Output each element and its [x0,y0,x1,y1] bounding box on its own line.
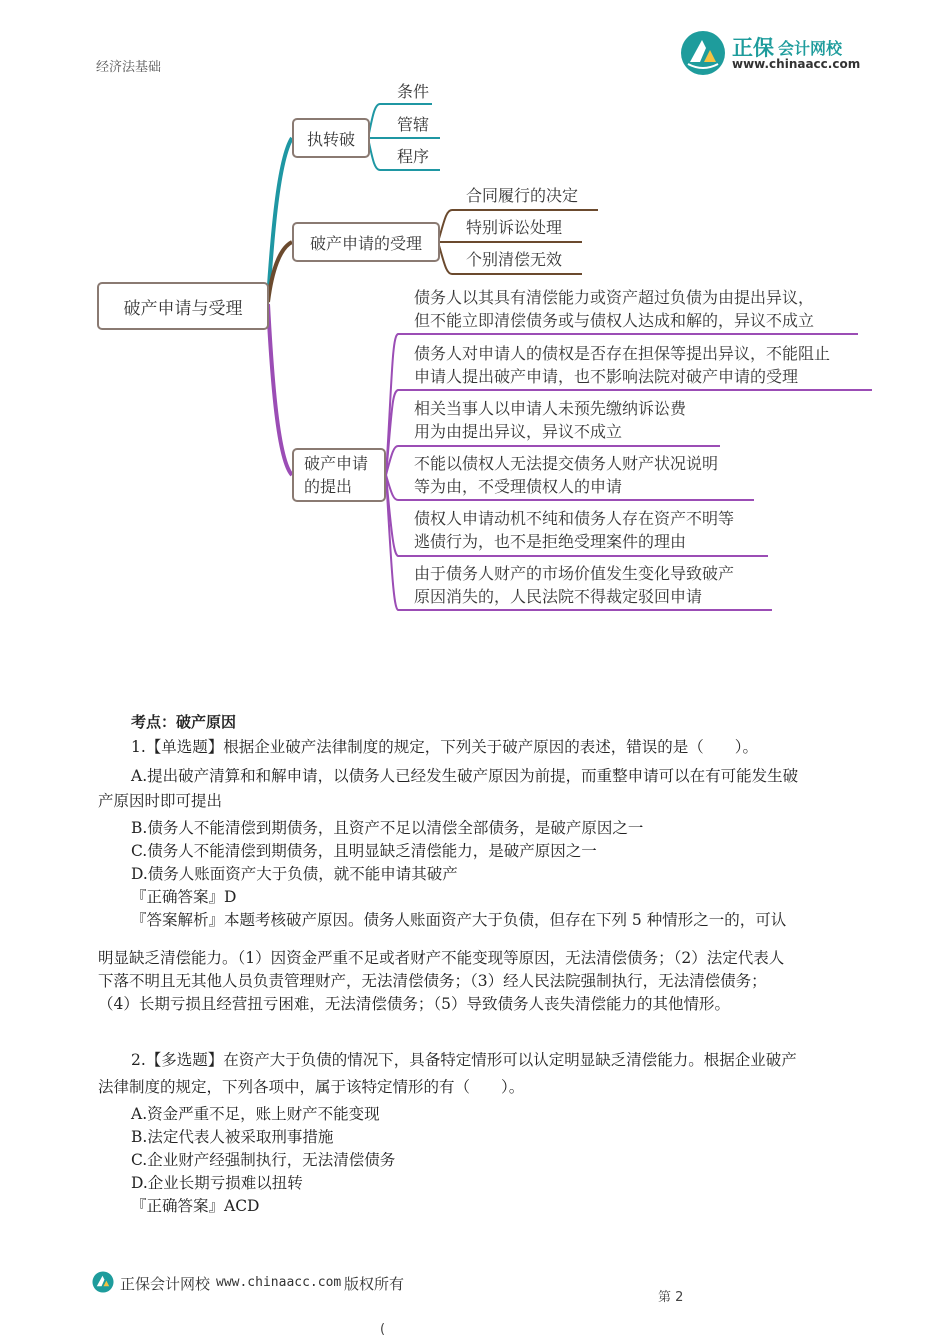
footer-url: www.chinaacc.com [216,1275,342,1290]
leaf-condition: 条件 [397,82,430,101]
footer-logo-icon [92,1271,114,1293]
connector-purple [268,304,292,475]
q1-answer: 『正确答案』D [131,888,237,906]
branch-zhizhuanpo: 执转破 [292,118,370,158]
logo-brand: 正保 [732,36,774,60]
q2-answer: 『正确答案』ACD [131,1197,260,1215]
leaf-procedure: 程序 [397,147,430,166]
footer-rights: 版权所有 [344,1275,405,1293]
q1-option-b: B.债务人不能清偿到期债务，且资产不足以清偿全部债务，是破产原因之一 [131,819,644,837]
q1-option-a-line1: A.提出破产清算和和解申请，以债务人已经发生破产原因为前提，而重整申请可以在有可能发生破 [131,767,799,785]
q2-option-b: B.法定代表人被采取刑事措施 [131,1128,334,1146]
mindmap-root: 破产申请与受理 [97,282,269,330]
leaf-filing-4: 不能以债权人无法提交债务人财产状况说明 等为由，不受理债权人的申请 [414,454,719,496]
leaf-jurisdiction: 管辖 [397,115,430,134]
footer [92,1270,512,1296]
q1-analysis-line1: 『答案解析』本题考核破产原因。债务人账面资产大于负债，但存在下列 5 种情形之一的，可认 [131,911,787,929]
top-left-fragment: 经济法基础 [96,60,162,75]
branch-acceptance: 破产申请的受理 [292,222,440,262]
footer-brand: 正保会计网校 [120,1275,211,1293]
section-title: 考点：破产原因 [131,713,237,731]
leaf-individual-payment: 个别清偿无效 [466,250,563,269]
q2-option-a: A.资金严重不足，账上财产不能变现 [131,1105,380,1123]
q2-option-d: D.企业长期亏损难以扭转 [131,1174,303,1192]
q1-analysis-line2: 明显缺乏清偿能力。（1）因资金严重不足或者财产不能变现等原因，无法清偿债务；（2）法定代表人 [98,949,785,967]
q1-analysis-line4: （4）长期亏损且经营扭亏困难，无法清偿债务；（5）导致债务人丧失清偿能力的其他情形。 [98,995,730,1013]
q1-option-c: C.债务人不能清偿到期债务，且明显缺乏清偿能力，是破产原因之一 [131,842,597,860]
logo-url: www.chinaacc.com [732,57,861,71]
leaf-contract-decision: 合同履行的决定 [466,186,579,205]
q1-analysis-line3: 下落不明且无其他人员负责管理财产，无法清偿债务；（3）经人民法院强制执行，无法清偿债务； [98,972,767,990]
leaf-filing-6: 由于债务人财产的市场价值发生变化导致破产 原因消失的，人民法院不得裁定驳回申请 [414,564,735,606]
page-number-fragment: 第 2 [658,1290,684,1305]
branch-filing: 破产申请 的提出 [292,448,386,502]
leaf-filing-3: 相关当事人以申请人未预先缴纳诉讼费 用为由提出异议，异议不成立 [414,399,687,441]
leaf-filing-2: 债务人对申请人的债权是否存在担保等提出异议，不能阻止 申请人提出破产申请，也不影响法院对破产申请的受理 [414,344,831,386]
q2-stem-line1: 2.【多选题】在资产大于负债的情况下，具备特定情形可以认定明显缺乏清偿能力。根据企业破产 [131,1051,797,1069]
q1-stem: 1.【单选题】根据企业破产法律制度的规定，下列关于破产原因的表述，错误的是（ ）。 [131,738,759,756]
logo-sub: 会计网校 [778,39,843,58]
q2-stem-line2: 法律制度的规定，下列各项中，属于该特定情形的有（ ）。 [98,1078,525,1096]
q1-option-a-line2: 产原因时即可提出 [98,792,223,810]
leaf-filing-1: 债务人以其具有清偿能力或资产超过负债为由提出异议， 但不能立即清偿债务或与债权人达成和解的，异议不成立 [414,288,815,330]
leaf-special-litigation: 特别诉讼处理 [466,218,563,237]
leaf-filing-5: 债权人申请动机不纯和债务人存在资产不明等 逃债行为，也不是拒绝受理案件的理由 [414,509,735,551]
q1-option-d: D.债务人账面资产大于负债，就不能申请其破产 [131,865,458,883]
q2-option-c: C.企业财产经强制执行，无法清偿债务 [131,1151,396,1169]
bottom-fragment: ( [380,1322,386,1337]
